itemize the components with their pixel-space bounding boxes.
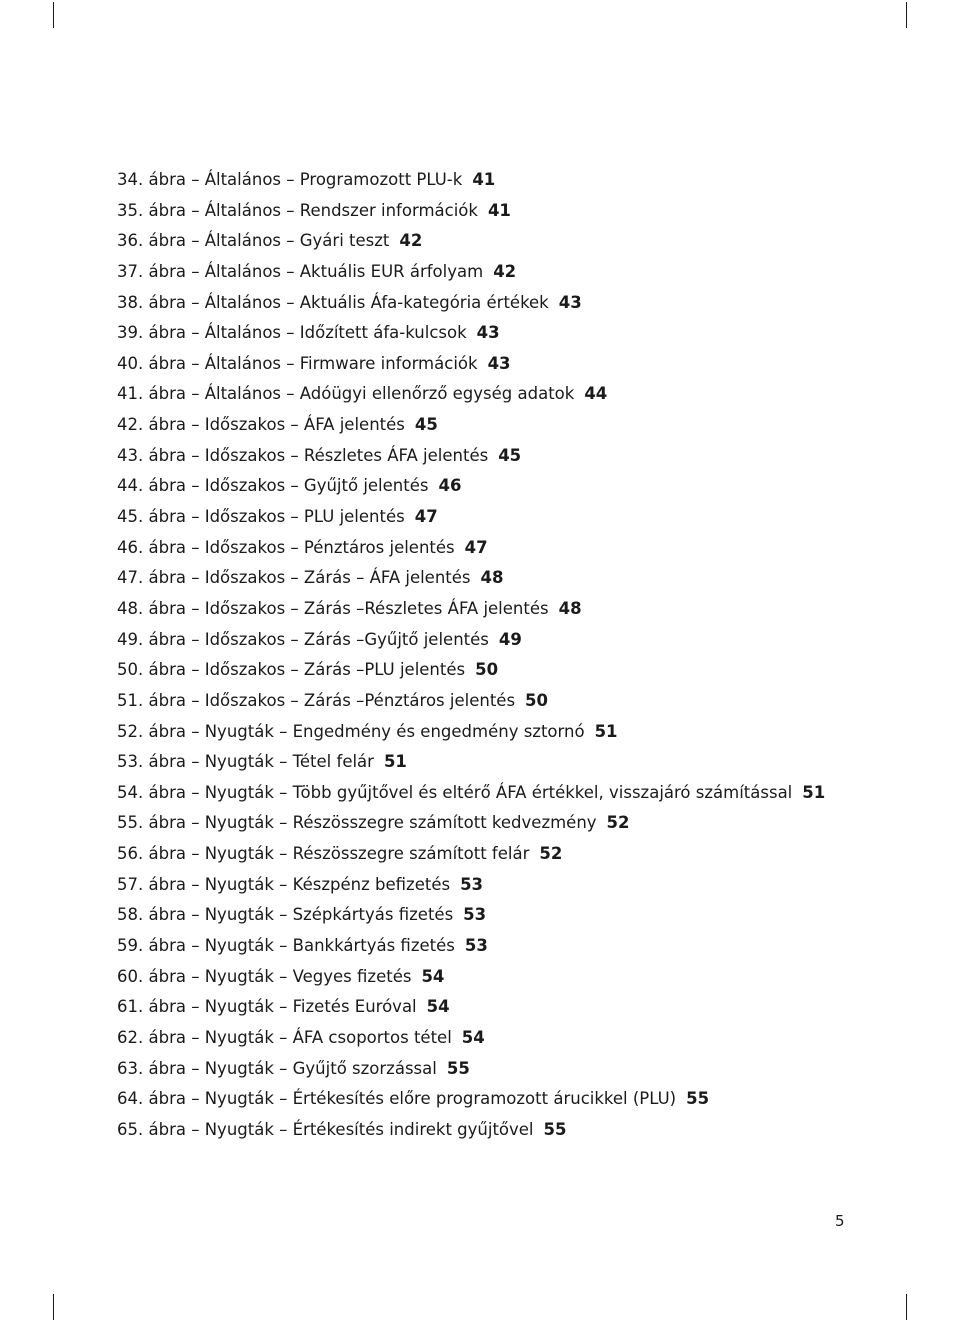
figure-title: ábra – Általános – Gyári teszt: [148, 231, 390, 251]
figure-number: 41.: [117, 384, 144, 404]
figure-number: 59.: [117, 936, 144, 956]
figure-number: 56.: [117, 844, 144, 864]
figure-page-number: 43: [487, 353, 511, 373]
figure-number: 60.: [117, 966, 144, 986]
figure-title: ábra – Általános – Aktuális EUR árfolyam: [148, 261, 484, 281]
figure-page-number: 47: [414, 507, 438, 527]
figure-list-item[interactable]: [117, 747, 917, 778]
figure-title: ábra – Időszakos – Zárás –Részletes ÁFA jelentés: [148, 598, 549, 618]
figure-number: 48.: [117, 598, 144, 618]
figure-number: 35.: [117, 200, 144, 220]
figure-list-item[interactable]: [117, 441, 917, 472]
figure-page-number: 50: [475, 660, 499, 680]
figure-list-item[interactable]: [117, 808, 917, 839]
figure-list-item[interactable]: [117, 686, 917, 717]
figure-title: ábra – Általános – Adóügyi ellenőrző egység adatok: [148, 384, 575, 404]
figure-number: 47.: [117, 568, 144, 588]
crop-mark-bottom-right: [906, 1294, 907, 1320]
figure-page-number: 53: [460, 874, 484, 894]
figure-list-item[interactable]: [117, 778, 917, 809]
figure-list-item[interactable]: [117, 502, 917, 533]
figure-list-item[interactable]: [117, 931, 917, 962]
figure-list-item[interactable]: [117, 349, 917, 380]
figure-list-item[interactable]: [117, 1115, 917, 1146]
figure-title: ábra – Nyugták – Tétel felár: [148, 752, 374, 772]
figure-title: ábra – Nyugták – Engedmény és engedmény sztornó: [148, 721, 585, 741]
figure-number: 49.: [117, 629, 144, 649]
figure-title: ábra – Általános – Programozott PLU-k: [148, 170, 463, 189]
figure-number: 55.: [117, 813, 144, 833]
figure-list-item[interactable]: [117, 839, 917, 870]
figure-list-item[interactable]: [117, 165, 917, 196]
figure-page-number: 54: [421, 966, 445, 986]
figure-number: 46.: [117, 537, 144, 557]
figure-list-item[interactable]: [117, 594, 917, 625]
figure-title: ábra – Időszakos – Zárás –Gyűjtő jelentés: [148, 629, 489, 649]
crop-mark-top-right: [906, 2, 907, 28]
figure-list-item[interactable]: [117, 288, 917, 319]
figure-number: 51.: [117, 690, 144, 710]
figure-number: 40.: [117, 353, 144, 373]
figure-number: 37.: [117, 261, 144, 281]
figure-number: 63.: [117, 1058, 144, 1078]
figure-title: ábra – Általános – Rendszer információk: [148, 200, 478, 220]
figure-title: ábra – Nyugták – Készpénz befizetés: [148, 874, 451, 894]
figure-list-item[interactable]: [117, 318, 917, 349]
figure-title: ábra – Nyugták – Értékesítés indirekt gyűjtővel: [148, 1119, 534, 1139]
figure-number: 43.: [117, 445, 144, 465]
figure-title: ábra – Nyugták – Értékesítés előre programozott árucikkel (PLU): [148, 1089, 677, 1109]
figure-number: 44.: [117, 476, 144, 496]
figure-page-number: 45: [498, 445, 522, 465]
figure-page-number: 43: [476, 323, 500, 343]
figure-page-number: 48: [480, 568, 504, 588]
figure-title: ábra – Nyugták – Részösszegre számított felár: [148, 844, 530, 864]
figure-list-item[interactable]: [117, 379, 917, 410]
figure-number: 42.: [117, 415, 144, 435]
figure-title: ábra – Időszakos – Zárás –Pénztáros jelentés: [148, 690, 516, 710]
figure-number: 38.: [117, 292, 144, 312]
figure-list-item[interactable]: [117, 563, 917, 594]
figure-list-item[interactable]: [117, 717, 917, 748]
figure-title: ábra – Időszakos – Zárás –PLU jelentés: [148, 660, 466, 680]
figure-title: ábra – Nyugták – Bankkártyás fizetés: [148, 936, 455, 956]
figure-page-number: 48: [558, 598, 582, 618]
figure-page-number: 42: [493, 261, 517, 281]
figure-page-number: 51: [802, 782, 826, 802]
figure-title: ábra – Nyugták – ÁFA csoportos tétel: [148, 1027, 452, 1047]
figure-page-number: 43: [558, 292, 582, 312]
figure-title: ábra – Nyugták – Szépkártyás fizetés: [148, 905, 454, 925]
figure-page-number: 52: [606, 813, 630, 833]
figure-number: 65.: [117, 1119, 144, 1139]
figure-list-item[interactable]: [117, 992, 917, 1023]
figure-number: 50.: [117, 660, 144, 680]
figure-list-item[interactable]: [117, 533, 917, 564]
figure-list-item[interactable]: [117, 655, 917, 686]
figure-title: ábra – Általános – Firmware információk: [148, 353, 478, 373]
figure-page-number: 54: [426, 997, 450, 1017]
figure-list-item[interactable]: [117, 1084, 917, 1115]
figure-page-number: 46: [438, 476, 462, 496]
figure-page-number: 55: [686, 1089, 710, 1109]
figure-title: ábra – Nyugták – Több gyűjtővel és eltérő ÁFA értékkel, visszajáró számítással: [148, 782, 793, 802]
figure-number: 54.: [117, 782, 144, 802]
crop-mark-bottom-left: [53, 1294, 54, 1320]
figure-list-item[interactable]: [117, 900, 917, 931]
figure-page-number: 53: [463, 905, 487, 925]
figure-list-item[interactable]: [117, 410, 917, 441]
figure-list-item[interactable]: [117, 196, 917, 227]
figure-page-number: 53: [464, 936, 488, 956]
figure-number: 39.: [117, 323, 144, 343]
figure-page-number: 41: [472, 170, 496, 189]
figure-page-number: 42: [399, 231, 423, 251]
figure-list-item[interactable]: [117, 1023, 917, 1054]
figure-number: 45.: [117, 507, 144, 527]
figure-number: 64.: [117, 1089, 144, 1109]
figure-number: 61.: [117, 997, 144, 1017]
figure-title: ábra – Időszakos – Pénztáros jelentés: [148, 537, 455, 557]
figure-title: ábra – Nyugták – Fizetés Euróval: [148, 997, 417, 1017]
figure-number: 57.: [117, 874, 144, 894]
figure-title: ábra – Időszakos – PLU jelentés: [148, 507, 405, 527]
figure-page-number: 51: [594, 721, 618, 741]
figure-list-item[interactable]: [117, 962, 917, 993]
figure-title: ábra – Általános – Időzített áfa-kulcsok: [148, 323, 467, 343]
figure-page-number: 51: [383, 752, 407, 772]
figure-title: ábra – Időszakos – ÁFA jelentés: [148, 415, 405, 435]
figure-number: 62.: [117, 1027, 144, 1047]
figure-list-item[interactable]: [117, 257, 917, 288]
crop-mark-top-left: [53, 2, 54, 28]
figure-title: ábra – Nyugták – Részösszegre számított kedvezmény: [148, 813, 597, 833]
figure-list-item[interactable]: [117, 1054, 917, 1085]
figure-page-number: 45: [414, 415, 438, 435]
figure-title: ábra – Időszakos – Gyűjtő jelentés: [148, 476, 429, 496]
figure-title: ábra – Nyugták – Gyűjtő szorzással: [148, 1058, 437, 1078]
figure-page-number: 55: [543, 1119, 567, 1139]
figure-page-number: 50: [525, 690, 549, 710]
figure-title: ábra – Időszakos – Részletes ÁFA jelentés: [148, 445, 489, 465]
figure-number: 52.: [117, 721, 144, 741]
figure-page-number: 54: [461, 1027, 485, 1047]
figure-number: 36.: [117, 231, 144, 251]
page-number: 5: [835, 1212, 845, 1230]
figure-page-number: 47: [464, 537, 488, 557]
figure-page-number: 55: [446, 1058, 470, 1078]
figure-title: ábra – Időszakos – Zárás – ÁFA jelentés: [148, 568, 471, 588]
figure-list-item[interactable]: [117, 226, 917, 257]
figure-number: 34.: [117, 170, 144, 189]
figure-list: [117, 165, 917, 1146]
figure-title: ábra – Nyugták – Vegyes fizetés: [148, 966, 412, 986]
figure-number: 53.: [117, 752, 144, 772]
figure-page-number: 41: [487, 200, 511, 220]
figure-list-item[interactable]: [117, 471, 917, 502]
figure-title: ábra – Általános – Aktuális Áfa-kategória értékek: [148, 292, 549, 312]
figure-page-number: 52: [539, 844, 563, 864]
figure-page-number: 49: [498, 629, 522, 649]
figure-number: 58.: [117, 905, 144, 925]
figure-list-item[interactable]: [117, 870, 917, 901]
figure-list-item[interactable]: [117, 625, 917, 656]
figure-page-number: 44: [584, 384, 608, 404]
